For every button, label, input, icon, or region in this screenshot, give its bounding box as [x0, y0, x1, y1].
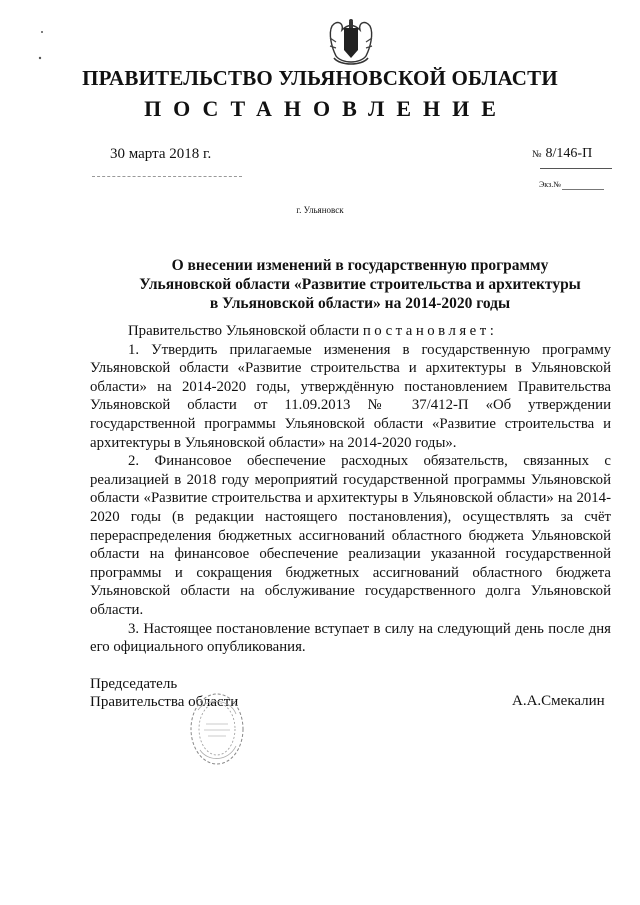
- date-underline: [92, 176, 242, 177]
- paragraph-3: 3. Настоящее постановление вступает в силу на следующий день после дня его официального опубликования.: [90, 620, 611, 656]
- copy-underline: [562, 189, 604, 190]
- number-sign: №: [532, 149, 542, 160]
- document-number: [532, 146, 592, 162]
- signatory-name: А.А.Смекалин: [512, 693, 605, 709]
- intro-verb: постановляет:: [362, 323, 498, 339]
- paragraph-2: 2. Финансовое обеспечение расходных обязательств, связанных с реализацией в 2018 году мероприятий государственной программы Ульяновской области «Развитие строительства и архитектуры в Ульяновской области» на 2014-2020 годы (в редакции настоящего постановления), осуществлять за счёт перераспределения бюджетных ассигнований областного бюджета Ульяновской области на финансовое обеспечение реализации указанной государственной программы и сокращения бюджетных ассигнований областного бюджета Ульяновской области на обслуживание государственного долга Ульяновской области.: [90, 453, 611, 618]
- city: г. Ульяновск: [296, 205, 344, 215]
- document-title: [120, 256, 600, 313]
- title-line: О внесении изменений в государственную программу: [171, 257, 549, 274]
- number-underline: [540, 168, 612, 169]
- title-line: Ульяновской области «Развитие строительства и архитектуры: [139, 276, 581, 293]
- position-line-1: Председатель: [90, 676, 178, 692]
- scan-marks: [36, 28, 48, 68]
- intro-prefix: Правительство Ульяновской области: [128, 323, 360, 339]
- position-line-2: Правительства области: [90, 694, 239, 710]
- title-line: в Ульяновской области» на 2014-2020 годы: [209, 295, 511, 312]
- number-value: 8/146-П: [545, 146, 593, 161]
- coat-of-arms-emblem: [326, 18, 376, 70]
- document-date: 30 марта 2018 г.: [110, 146, 212, 162]
- document-body: [90, 322, 611, 657]
- intro-paragraph: [90, 322, 611, 341]
- organization-name: ПРАВИТЕЛЬСТВО УЛЬЯНОВСКОЙ ОБЛАСТИ: [82, 66, 558, 90]
- document-type: ПОСТАНОВЛЕНИЕ: [144, 96, 508, 121]
- copy-label: Экз.№: [539, 180, 561, 189]
- official-seal-stamp: [186, 690, 248, 768]
- paragraph-1: 1. Утвердить прилагаемые изменения в государственную программу Ульяновской области «Развитие строительства и архитектуры в Ульяновской области» на 2014-2020 годы, утверждённую постановлением Правительства Ульяновской области от 11.09.2013 № 37/412-П «Об утверждении государственной программы Ульяновской области «Развитие строительства и архитектуры в Ульяновской области» на 2014-2020 годы».: [90, 341, 611, 451]
